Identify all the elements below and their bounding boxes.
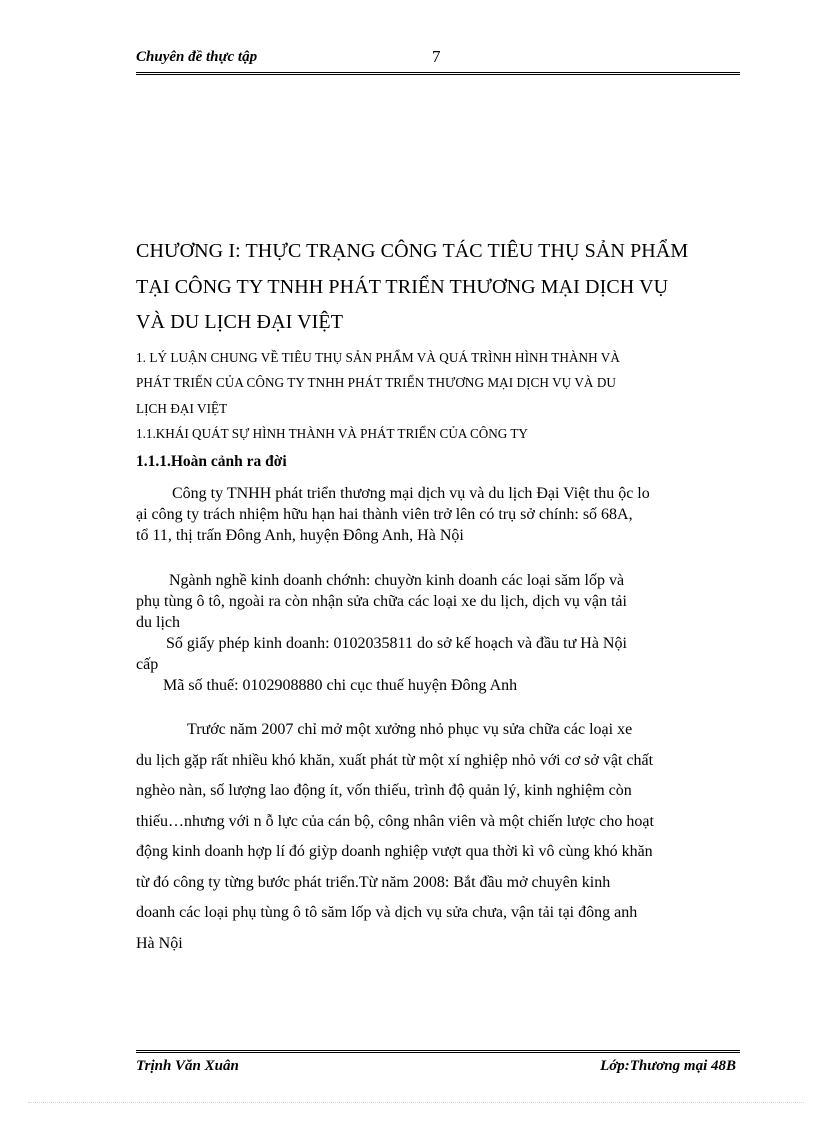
paragraph-line: động kinh doanh hợp lí đó giỳp doanh nghiệp vượt qua thời kì vô cùng khó khăn <box>136 843 653 860</box>
page-header <box>136 46 740 75</box>
paragraph-line: nghèo nàn, số lượng lao động ít, vốn thiếu, trình độ quản lý, kinh nghiệm còn <box>136 782 632 799</box>
paragraph-line: du lịch <box>136 614 180 631</box>
section-1-line: PHÁT TRIỂN CỦA CÔNG TY TNHH PHÁT TRIỂN THƯƠNG MẠI DỊCH VỤ VÀ DU <box>136 375 616 390</box>
paragraph-line: Công ty TNHH phát triển thương mại dịch vụ và du lịch Đại Việt thu ộc lo <box>172 485 650 502</box>
paragraph-line: doanh các loại phụ tùng ô tô săm lốp và dịch vụ sửa chưa, vận tải tại đông anh <box>136 904 638 921</box>
paragraph-line: Ngành nghề kinh doanh chớnh: chuyờn kinh doanh các loại săm lốp và <box>169 572 625 589</box>
chapter-title-line: CHƯƠNG I: THỰC TRẠNG CÔNG TÁC TIÊU THỤ SẢN PHẨM <box>136 240 689 262</box>
paragraph-line: Trước năm 2007 chỉ mở một xưởng nhỏ phục vụ sửa chữa các loại xe <box>187 721 633 738</box>
chapter-title <box>136 234 742 341</box>
paragraph-line: ại công ty trách nhiệm hữu hạn hai thành viên trở lên có trụ sở chính: số 68A, <box>136 506 633 523</box>
footer-class: Lớp:Thương mại 48B <box>600 1058 736 1074</box>
paragraph-line: Số giấy phép kinh doanh: 0102035811 do sở kế hoạch và đầu tư Hà Nội <box>166 635 627 652</box>
business-line-paragraph <box>136 570 742 633</box>
header-title: Chuyên đề thực tập <box>136 49 258 65</box>
tax-code-paragraph: Mã số thuế: 0102908880 chi cục thuế huyện Đông Anh <box>163 677 518 694</box>
section-1-1-heading: 1.1.KHÁI QUÁT SỰ HÌNH THÀNH VÀ PHÁT TRIỂN CỦA CÔNG TY <box>136 426 528 441</box>
business-license-paragraph <box>136 633 742 675</box>
section-1-line: LỊCH ĐẠI VIỆT <box>136 400 228 416</box>
paragraph-line: thiếu…nhưng với n ỗ lực của cán bộ, công nhân viên và một chiến lược cho hoạt <box>136 812 654 830</box>
chapter-title-line: VÀ DU LỊCH ĐẠI VIỆT <box>136 311 344 333</box>
footer-author: Trịnh Văn Xuân <box>136 1058 239 1074</box>
paragraph-line: Hà Nội <box>136 934 183 952</box>
page-number: 7 <box>432 47 441 66</box>
paragraph-line: du lịch gặp rất nhiều khó khăn, xuất phát từ một xí nghiệp nhỏ với cơ sở vật chất <box>136 751 654 769</box>
intro-paragraph <box>136 483 742 546</box>
section-1-1-1-heading: 1.1.1.Hoàn cảnh ra đời <box>136 453 287 470</box>
section-1-line: 1. LÝ LUẬN CHUNG VỀ TIÊU THỤ SẢN PHẨM VÀ QUÁ TRÌNH HÌNH THÀNH VÀ <box>136 349 620 365</box>
chapter-title-line: TẠI CÔNG TY TNHH PHÁT TRIỂN THƯƠNG MẠI DỊCH VỤ <box>136 275 669 298</box>
history-paragraph <box>136 715 742 959</box>
page-edge-divider <box>28 1102 804 1103</box>
paragraph-line: tổ 11, thị trấn Đông Anh, huyện Đông Anh, Hà Nội <box>136 527 464 544</box>
section-1-heading <box>136 345 742 422</box>
paragraph-line: phụ tùng ô tô, ngoài ra còn nhận sửa chữa các loại xe du lịch, dịch vụ vận tải <box>136 593 627 610</box>
paragraph-line: cấp <box>136 656 159 673</box>
page-footer <box>136 1050 740 1083</box>
paragraph-line: từ đó công ty từng bước phát triển.Từ năm 2008: Bắt đầu mở chuyên kinh <box>136 873 611 891</box>
document-body <box>136 234 742 959</box>
